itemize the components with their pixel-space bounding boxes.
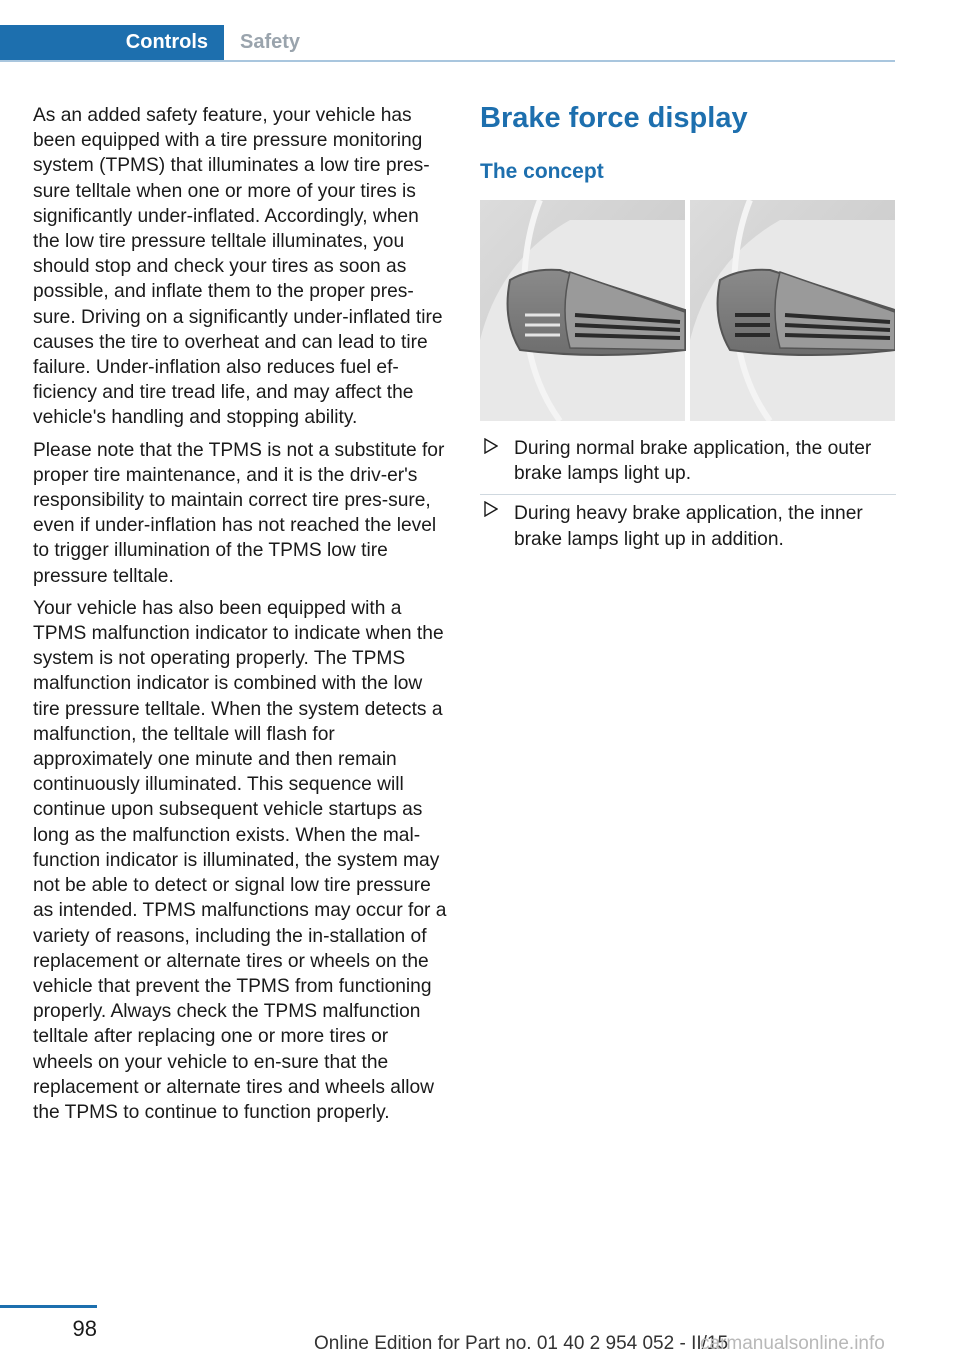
header-divider: [0, 60, 895, 62]
right-column: [480, 100, 896, 550]
panel-normal-braking: [480, 200, 685, 421]
header-tabs: [0, 25, 895, 62]
watermark: carmanualsonline.info: [700, 1333, 885, 1354]
left-column: [33, 103, 449, 1132]
bullet-text: During heavy brake application, the inner brake lamps light up in addition.: [514, 503, 863, 550]
tab-controls[interactable]: Controls: [0, 25, 224, 60]
brake-lamps-illustration: [480, 200, 895, 421]
edition-note: Online Edition for Part no. 01 40 2 954 052 - II/15: [314, 1333, 729, 1354]
section-title: Brake force display: [480, 102, 748, 134]
paragraph-tpms-feature: As an added safety feature, your vehicle has been equipped with a tire pressure monitoring system (TPMS) that illuminates a low tire pres‐sure telltale when one or more of your tires is significantly under-inflated. Accordingly, when the low tire pressure telltale illuminates, you should stop and check your tires as soon as possible, and inflate them to the proper pres‐sure. Driving on a significantly under-inflated tire causes the tire to overheat and can lead to tire failure. Under-inflation also reduces fuel ef‐ficiency and tire tread life, and may affect the vehicle's handling and stopping ability.: [33, 105, 443, 429]
footer-divider: [0, 1305, 97, 1308]
list-item: [480, 432, 896, 494]
triangle-bullet-icon: [484, 501, 498, 517]
tab-safety[interactable]: Safety: [240, 31, 301, 53]
panel-heavy-braking: [690, 200, 895, 421]
page-number: 98: [72, 1316, 97, 1341]
bullet-list: [480, 432, 896, 560]
paragraph-tpms-note: Please note that the TPMS is not a substitute for proper tire maintenance, and it is the driv‐er's responsibility to maintain correct tire pres‐sure, even if under-inflation has not reached the level to trigger illumination of the TPMS low tire pressure telltale.: [33, 439, 445, 587]
bullet-text: During normal brake application, the outer brake lamps light up.: [514, 438, 872, 485]
section-subtitle: The concept: [480, 160, 604, 183]
paragraph-tpms-malfunction: Your vehicle has also been equipped with a TPMS malfunction indicator to indicate when the system is not operating properly. The TPMS malfunction indicator is combined with the low tire pressure telltale. When the system detects a malfunction, the telltale will flash for approximately one minute and then remain continuously illuminated. This sequence will continue upon subsequent vehicle startups as long as the malfunction exists. When the mal‐function indicator is illuminated, the system may not be able to detect or signal low tire pressure as intended. TPMS malfunctions may occur for a variety of reasons, including the in‐stallation of replacement or alternate tires or wheels on the vehicle that prevent the TPMS from functioning properly. Always check the TPMS malfunction telltale after replacing one or more tires or wheels on your vehicle to en‐sure that the replacement or alternate tires and wheels allow the TPMS to continue to function properly.: [33, 597, 447, 1123]
triangle-bullet-icon: [484, 438, 498, 454]
list-item: [480, 494, 896, 559]
